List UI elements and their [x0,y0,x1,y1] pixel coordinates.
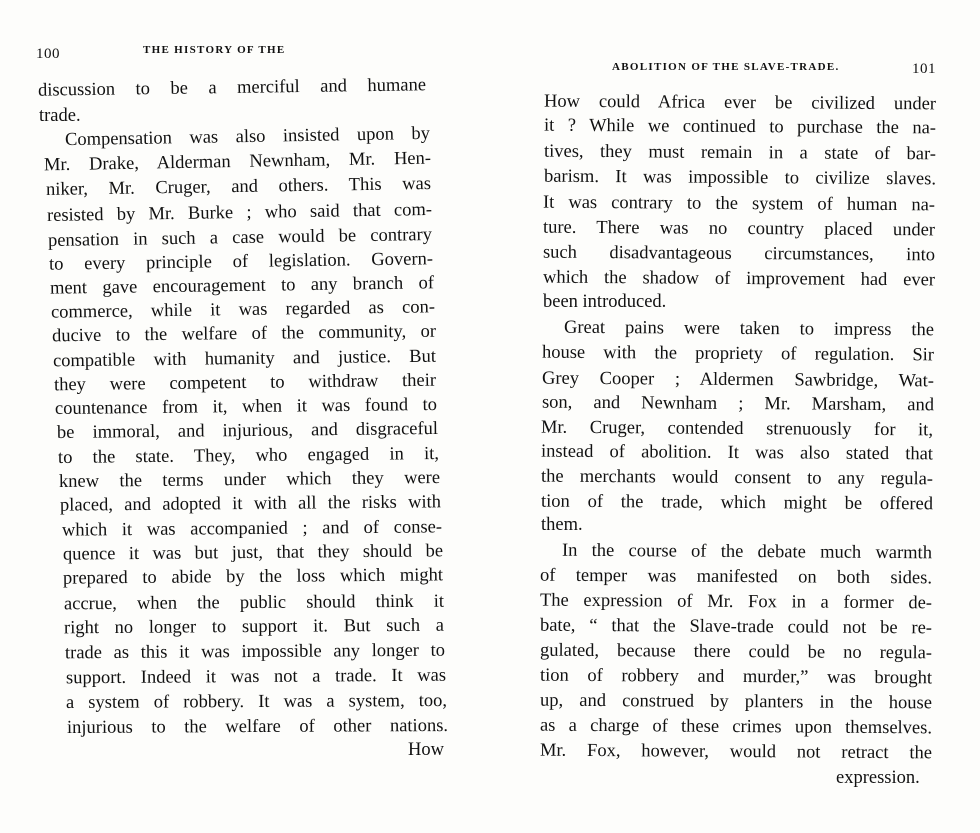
right-line-9: been introduced. [543,292,667,312]
right-line-6: ture. There was no country placed under [542,217,936,241]
right-page-number: 101 [912,61,936,77]
left-line-5: niker, Mr. Cruger, and others. This was [45,173,432,201]
right-line-28: expression. [836,768,920,788]
right-line-5: It was contrary to the system of human na- [542,192,936,216]
right-line-16: the merchants would consent to any regula- [540,466,934,490]
left-catchword: How [408,740,444,760]
left-line-15: be immoral, and injurious, and disgraceful [56,419,439,443]
right-line-10: Great pains were taken to impress the [563,317,935,341]
right-line-24: tion of robbery and murder,” was brought [539,665,933,689]
right-line-1: How could Africa ever be civilized under [543,91,937,115]
right-line-20: of temper was manifested on both sides. [539,565,933,589]
right-line-19: In the course of the debate much warmth [561,540,933,564]
right-line-4: barism. It was impossible to civilize slaves. [543,166,937,190]
left-line-18: placed, and adopted it with all the risks with [59,492,442,516]
left-line-10: commerce, while it was regarded as con- [50,297,436,323]
right-line-17: tion of the trade, which might be offered [540,491,934,515]
left-line-14: countenance from it, when it was found to [54,395,438,419]
right-line-11: house with the propriety of regulation. Sir [541,342,935,366]
right-page [490,0,980,833]
left-line-1: discussion to be a merciful and humane [37,75,427,101]
right-line-27: Mr. Fox, however, would not retract the [539,740,933,764]
left-line-11: ducive to the welfare of the community, or [51,321,437,347]
left-line-19: which it was accompanied ; and of conse- [61,517,443,541]
left-line-17: knew the terms under which they were [58,468,441,492]
left-line-22: accrue, when the public should think it [63,591,445,615]
left-line-2: trade. [39,106,81,126]
left-line-25: support. Indeed it was not a trade. It was [65,665,447,689]
left-line-21: prepared to abide by the loss which might [62,565,444,589]
left-running-head: THE HISTORY OF THE [143,44,286,56]
right-line-23: gulated, because there could be no regula- [539,640,933,664]
left-line-12: compatible with humanity and justice. But [52,346,437,372]
left-page-number: 100 [36,46,60,62]
left-line-3: Compensation was also insisted upon by [64,123,431,151]
right-line-21: The expression of Mr. Fox in a former de- [539,590,933,614]
right-line-12: Grey Cooper ; Aldermen Sawbridge, Wat- [541,368,935,392]
left-line-13: they were competent to withdraw their [53,370,437,396]
left-line-9: ment gave encouragement to any branch of [49,273,435,299]
right-line-8: which the shadow of improvement had ever [542,267,936,291]
right-line-14: Mr. Cruger, contended strenuously for it, [540,417,934,441]
left-line-24: trade as this it was impossible any longer to [64,640,446,664]
left-line-20: quence it was but just, that they should be [62,541,444,565]
left-line-16: to the state. They, who engaged in it, [57,444,440,468]
left-line-23: right no longer to support it. But such a [63,615,445,639]
left-line-6: resisted by Mr. Burke ; who said that com- [46,199,433,227]
left-line-27: injurious to the welfare of other nations. [66,716,449,738]
left-line-8: to every principle of legislation. Govern- [48,249,434,275]
left-line-26: a system of robbery. It was a system, too, [65,691,448,713]
left-line-4: Mr. Drake, Alderman Newnham, Mr. Hen- [43,148,432,176]
right-line-26: as a charge of these crimes upon themselves. [539,715,933,739]
right-line-2: it ? While we continued to purchase the na- [543,115,937,139]
right-line-25: up, and construed by planters in the house [539,690,933,714]
right-line-22: bate, “ that the Slave-trade could not be re- [539,615,933,639]
right-line-18: them. [541,515,583,535]
right-line-7: such disadvantageous circumstances, into [542,242,936,266]
right-line-15: instead of abolition. It was also stated that [540,441,934,465]
right-running-head: ABOLITION OF THE SLAVE-TRADE. [612,61,840,73]
right-line-3: tives, they must remain in a state of bar- [543,141,937,165]
right-line-13: son, and Newnham ; Mr. Marsham, and [541,392,935,416]
left-line-7: pensation in such a case would be contrary [47,224,433,252]
